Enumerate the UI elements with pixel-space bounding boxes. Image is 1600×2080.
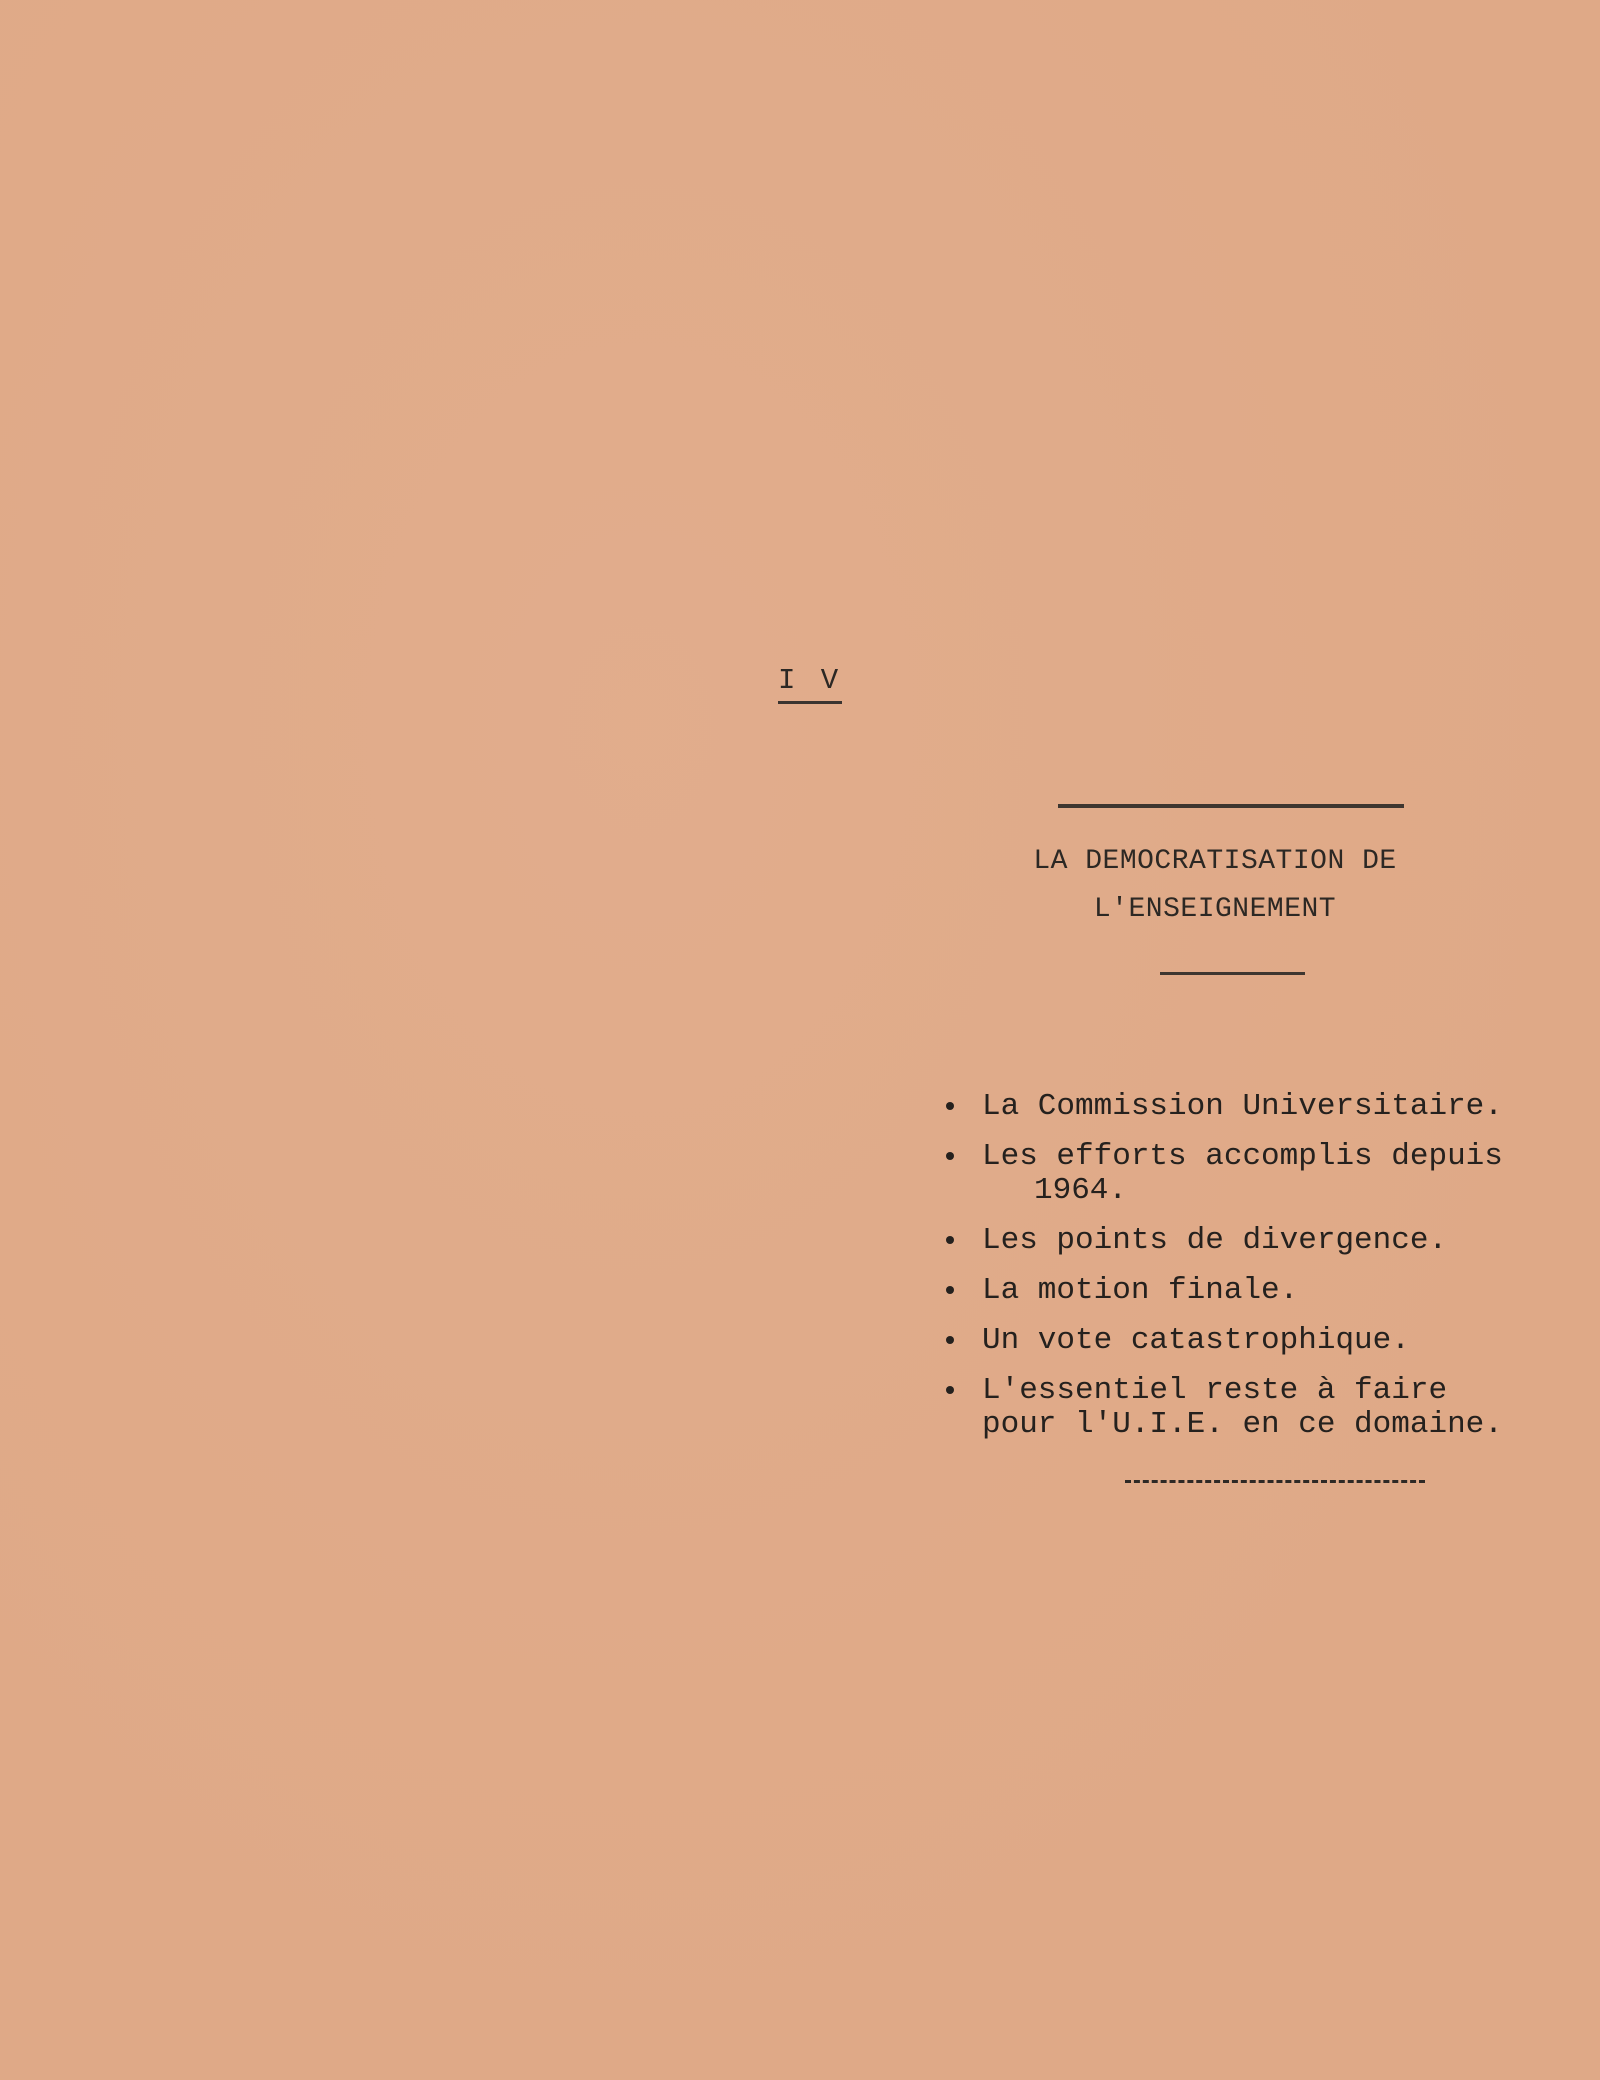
section-title-line-2: L'ENSEIGNEMENT [1093,894,1337,925]
summary-point-continuation: pour l'U.I.E. en ce domaine. [982,1407,1503,1442]
summary-point-text: La motion finale. [982,1273,1299,1308]
closing-dashed-rule [1125,1480,1425,1483]
summary-point [940,1324,1562,1358]
section-title-line-1: LA DEMOCRATISATION DE [1033,846,1397,877]
summary-point-text: Les efforts accomplis depuis [982,1139,1503,1174]
section-number: I V [778,666,842,704]
title-bottom-rule [1160,972,1305,975]
bullet-dot [946,1102,954,1110]
summary-point [940,1140,1562,1208]
bullet-dot [946,1286,954,1294]
summary-point [940,1224,1562,1258]
summary-point-continuation: 1964. [1034,1173,1128,1208]
summary-point-text: Un vote catastrophique. [982,1323,1410,1358]
bullet-dot [946,1236,954,1244]
summary-point [940,1090,1562,1124]
summary-point-text: La Commission Universitaire. [982,1089,1503,1124]
summary-point-text: Les points de divergence. [982,1223,1448,1258]
title-top-rule [1058,804,1404,808]
bullet-dot [946,1152,954,1160]
section-title [990,838,1440,934]
summary-point-text: L'essentiel reste à faire [982,1373,1448,1408]
bullet-dot [946,1386,954,1394]
bullet-dot [946,1336,954,1344]
summary-point [940,1374,1562,1442]
summary-points-list [940,1090,1562,1458]
summary-point [940,1274,1562,1308]
